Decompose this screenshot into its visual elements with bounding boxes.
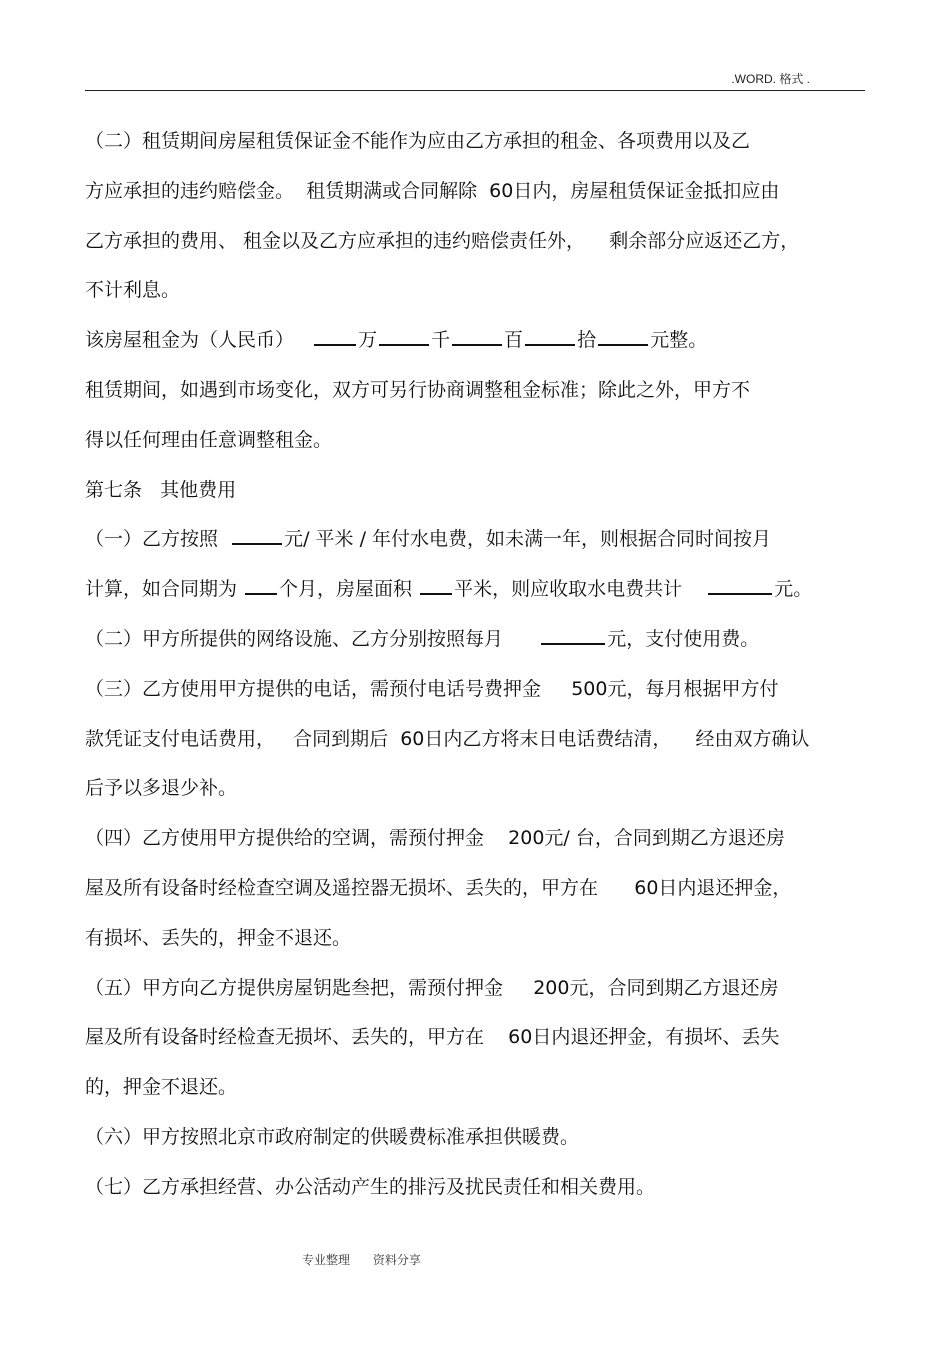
paragraph-line bbox=[85, 772, 875, 822]
text: （三）乙方使用甲方提供的电话，需预付电话号费押金 500元，每月根据甲方付 bbox=[85, 677, 779, 700]
paragraph-line bbox=[85, 573, 875, 623]
article-heading bbox=[85, 474, 875, 524]
text: 计算，如合同期为 bbox=[85, 578, 244, 601]
paragraph-line bbox=[85, 523, 875, 573]
text: 款凭证支付电话费用， 合同到期后 60日内乙方将末日电话费结清， 经由双方确认 bbox=[85, 727, 810, 750]
paragraph-line bbox=[85, 1171, 875, 1221]
blank-field[interactable] bbox=[525, 326, 575, 346]
blank-field[interactable] bbox=[420, 575, 452, 595]
text: （七）乙方承担经营、办公活动产生的排污及扰民责任和相关费用。 bbox=[85, 1175, 656, 1198]
text: 屋及所有设备时经检查空调及遥控器无损坏、丢失的，甲方在 60日内退还押金， bbox=[85, 876, 792, 899]
blank-field[interactable] bbox=[379, 326, 429, 346]
paragraph-line bbox=[85, 1071, 875, 1121]
page-footer bbox=[302, 1251, 421, 1268]
header-rule bbox=[85, 90, 865, 91]
rent-amount-line bbox=[85, 324, 875, 374]
text: 不计利息。 bbox=[85, 279, 181, 302]
text: 方应承担的违约赔偿金。 租赁期满或合同解除 60日内，房屋租赁保证金抵扣应由 bbox=[85, 179, 780, 202]
text: （六）甲方按照北京市政府制定的供暖费标准承担供暖费。 bbox=[85, 1125, 580, 1148]
blank-field[interactable] bbox=[452, 326, 502, 346]
text: （四）乙方使用甲方提供给的空调，需预付押金 200元/ 台，合同到期乙方退还房 bbox=[85, 827, 785, 850]
footer-left: 专业整理 bbox=[302, 1253, 351, 1267]
text: 后予以多退少补。 bbox=[85, 777, 238, 800]
document-body bbox=[85, 125, 875, 1221]
blank-field[interactable] bbox=[314, 326, 356, 346]
paragraph-line bbox=[85, 125, 875, 175]
page-header: .WORD. 格式 . bbox=[731, 72, 810, 86]
text: 屋及所有设备时经检查无损坏、丢失的，甲方在 60日内退还押金，有损坏、丢失 bbox=[85, 1026, 780, 1049]
text: （二）甲方所提供的网络设施、乙方分别按照每月 bbox=[85, 627, 540, 650]
unit-qian: 千 bbox=[431, 329, 451, 352]
paragraph-line bbox=[85, 274, 875, 324]
text: 元/ 平米 / 年付水电费，如未满一年，则根据合同时间按月 bbox=[284, 528, 772, 551]
paragraph-line bbox=[85, 872, 875, 922]
footer-right: 资料分享 bbox=[372, 1253, 421, 1267]
rent-prefix: 该房屋租金为（人民币） bbox=[85, 329, 313, 352]
text: 有损坏、丢失的，押金不退还。 bbox=[85, 926, 352, 949]
paragraph-line bbox=[85, 972, 875, 1022]
text: （二）租赁期间房屋租赁保证金不能作为应由乙方承担的租金、各项费用以及乙 bbox=[85, 130, 751, 152]
blank-field[interactable] bbox=[245, 575, 277, 595]
unit-bai: 百 bbox=[504, 329, 524, 352]
text: 租赁期间，如遇到市场变化，双方可另行协商调整租金标准；除此之外，甲方不 bbox=[85, 378, 751, 401]
paragraph-line bbox=[85, 225, 875, 275]
text: 得以任何理由任意调整租金。 bbox=[85, 428, 333, 451]
paragraph-line bbox=[85, 922, 875, 972]
paragraph-line bbox=[85, 374, 875, 424]
blank-field[interactable] bbox=[708, 575, 772, 595]
blank-field[interactable] bbox=[541, 625, 605, 645]
text: 第七条 其他费用 bbox=[85, 478, 237, 501]
blank-field[interactable] bbox=[598, 326, 648, 346]
paragraph-line bbox=[85, 175, 875, 225]
text: 元，支付使用费。 bbox=[607, 627, 760, 650]
paragraph-line bbox=[85, 723, 875, 773]
text: 的，押金不退还。 bbox=[85, 1076, 238, 1099]
text: （五）甲方向乙方提供房屋钥匙叁把，需预付押金 200元，合同到期乙方退还房 bbox=[85, 976, 779, 999]
unit-shi: 拾 bbox=[577, 329, 597, 352]
paragraph-line bbox=[85, 822, 875, 872]
paragraph-line bbox=[85, 424, 875, 474]
text: 元。 bbox=[774, 578, 813, 601]
paragraph-line bbox=[85, 623, 875, 673]
paragraph-line bbox=[85, 673, 875, 723]
paragraph-line bbox=[85, 1021, 875, 1071]
blank-field[interactable] bbox=[232, 525, 282, 545]
text: 乙方承担的费用、 租金以及乙方应承担的违约赔偿责任外， 剩余部分应返还乙方， bbox=[85, 229, 800, 252]
unit-wan: 万 bbox=[358, 329, 378, 352]
unit-yuan: 元整。 bbox=[650, 329, 708, 352]
paragraph-line bbox=[85, 1121, 875, 1171]
text: 平米，则应收取水电费共计 bbox=[454, 578, 707, 601]
text: （一）乙方按照 bbox=[85, 528, 231, 551]
text: 个月，房屋面积 bbox=[279, 578, 419, 601]
